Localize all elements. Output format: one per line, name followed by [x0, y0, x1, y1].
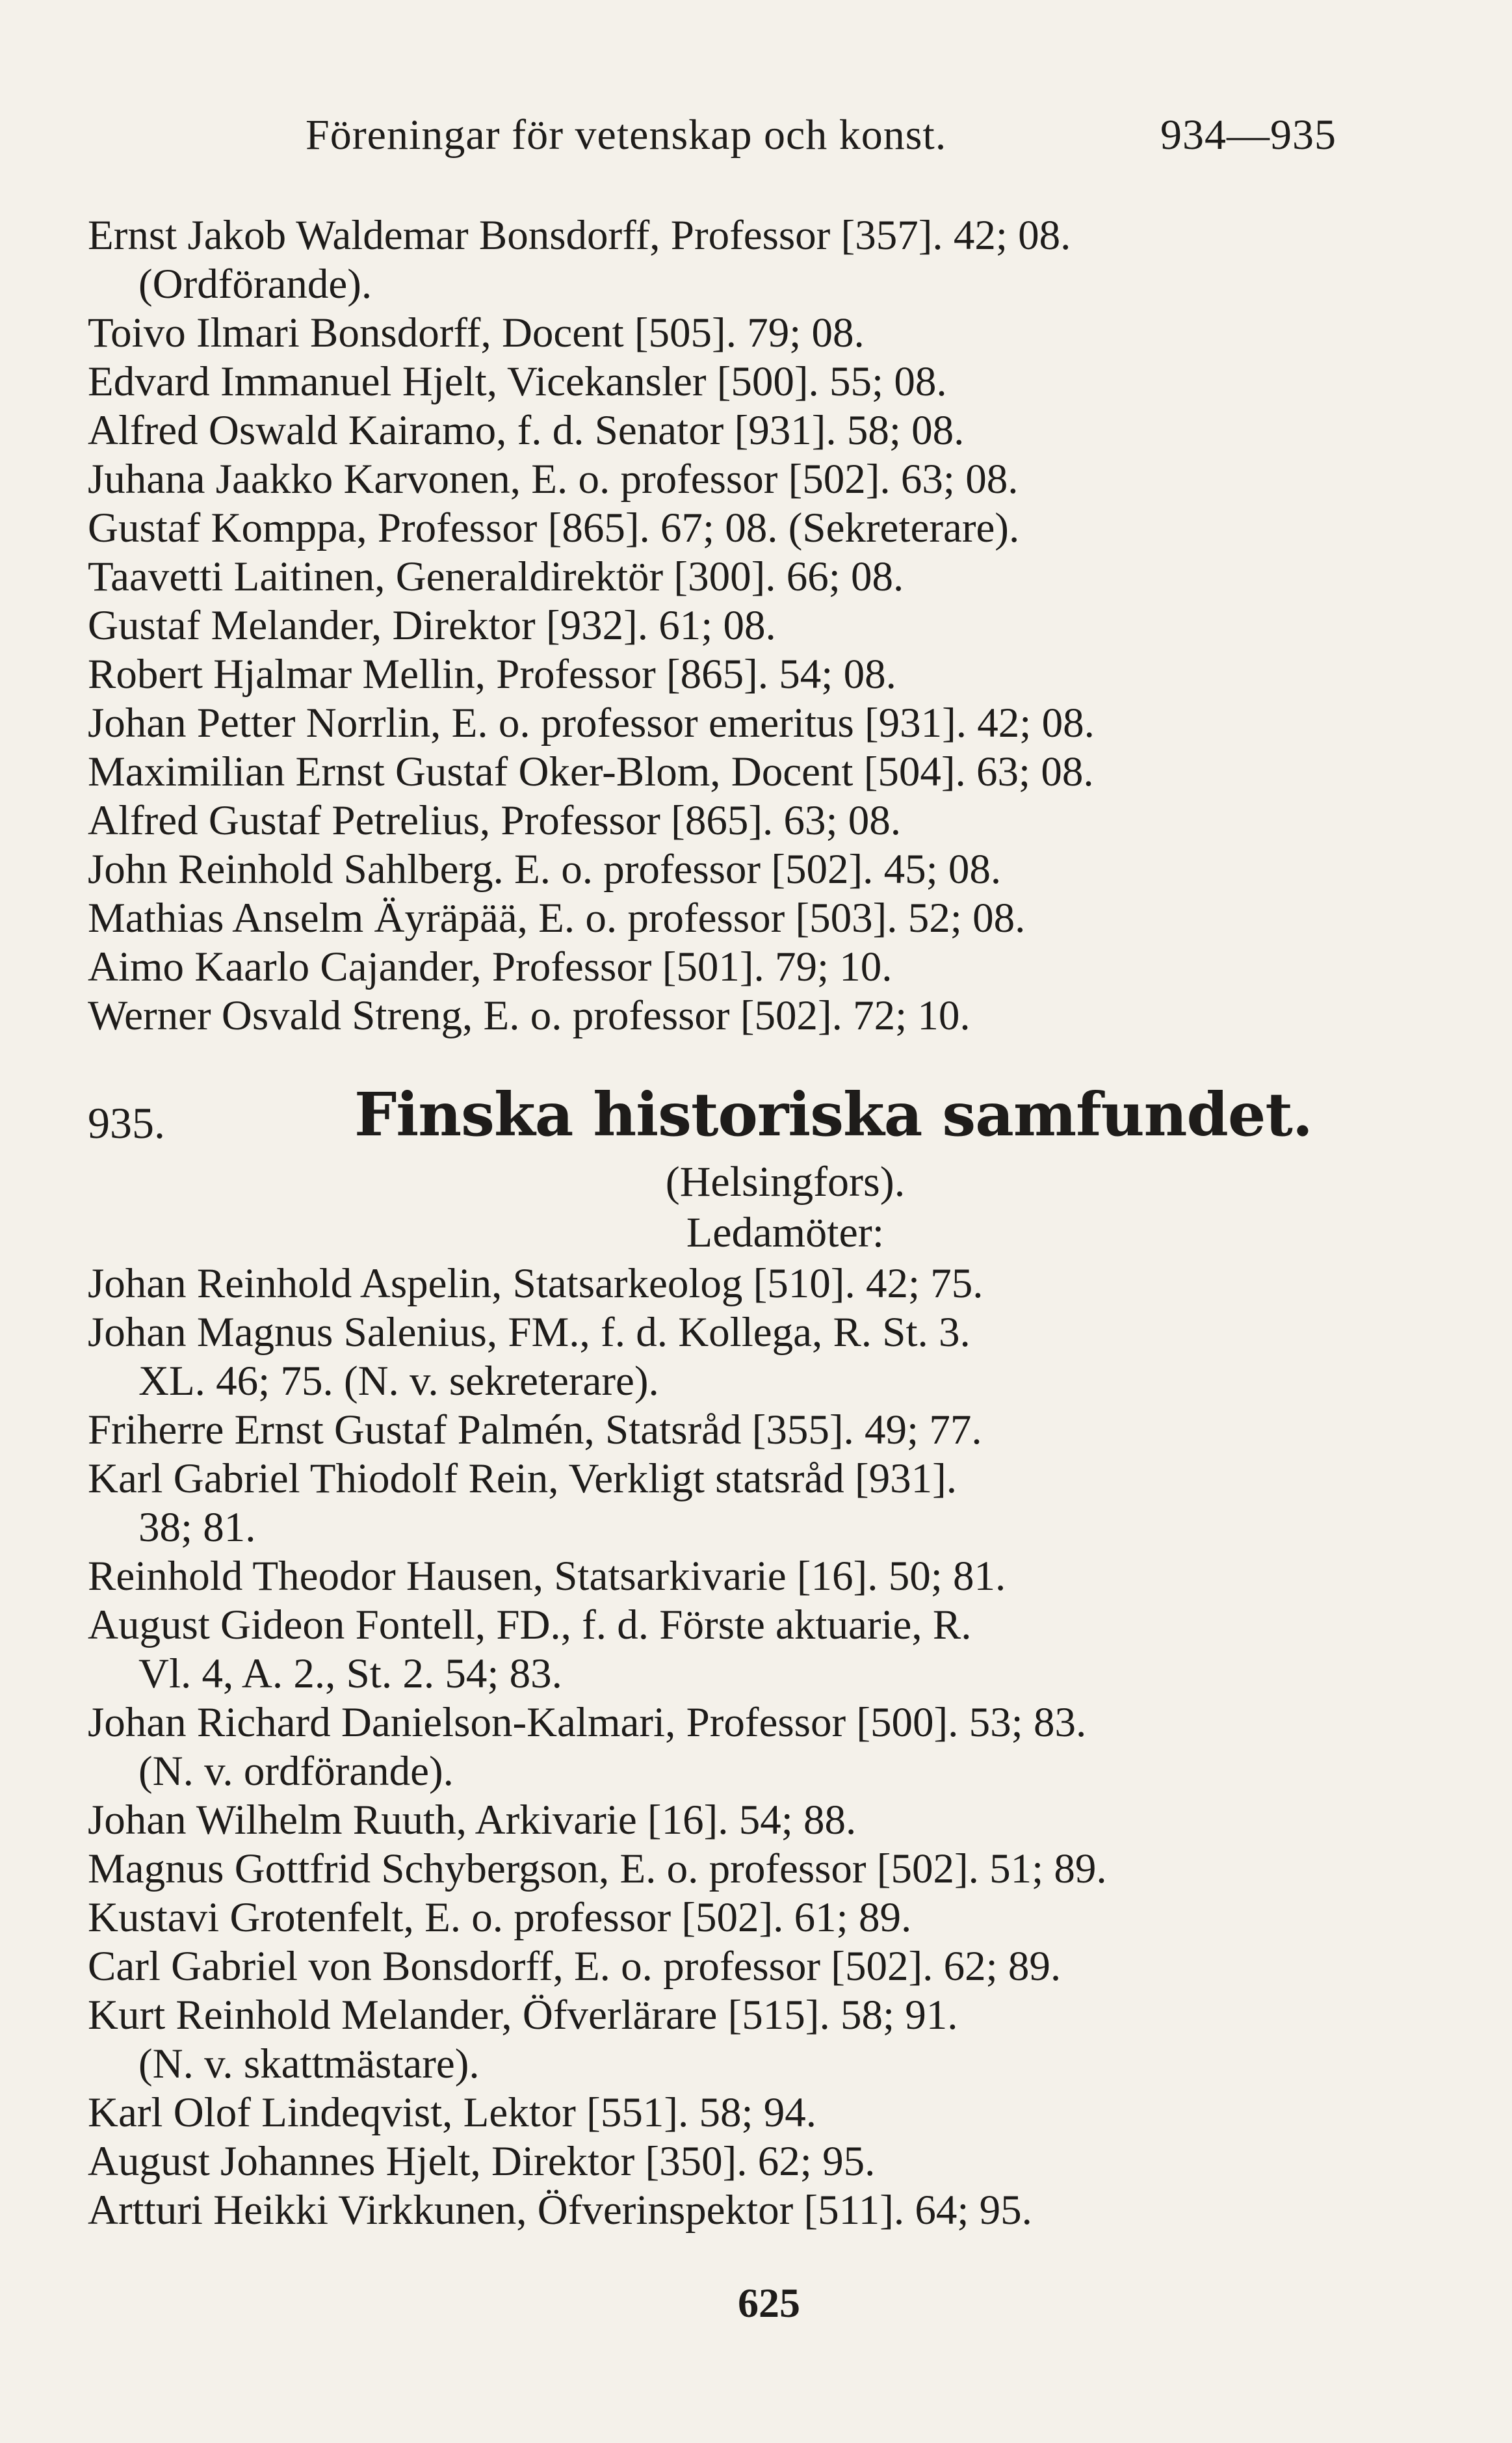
- entry-line: Carl Gabriel von Bonsdorff, E. o. professor [502]. 62; 89.: [88, 1943, 1062, 1990]
- section-subtitle: Ledamöter:: [686, 1209, 885, 1256]
- entry-line: Karl Olof Lindeqvist, Lektor [551]. 58; 94.: [88, 2089, 817, 2136]
- entry-line: August Johannes Hjelt, Direktor [350]. 62; 95.: [88, 2138, 876, 2185]
- member-entry: [88, 1698, 1349, 1796]
- member-entry: [88, 504, 1349, 553]
- member-entry: [88, 992, 1349, 1040]
- entry-continuation: 38; 81.: [138, 1504, 256, 1551]
- entry-line: John Reinhold Sahlberg. E. o. professor [502]. 45; 08.: [88, 846, 1002, 893]
- member-entry: [88, 1308, 1349, 1406]
- member-entry: [88, 1260, 1349, 1308]
- entry-line: Artturi Heikki Virkkunen, Öfverinspektor [511]. 64; 95.: [88, 2187, 1032, 2234]
- member-entry: [88, 650, 1349, 699]
- entry-line: Werner Osvald Streng, E. o. professor [502]. 72; 10.: [88, 992, 971, 1039]
- section-934-member-list: [88, 211, 1349, 1040]
- entry-line: August Gideon Fontell, FD., f. d. Förste aktuarie, R.: [88, 1602, 972, 1648]
- entry-line: Kustavi Grotenfelt, E. o. professor [502]. 61; 89.: [88, 1894, 912, 1941]
- member-entry: [88, 1455, 1349, 1552]
- entry-line: Kurt Reinhold Melander, Öfverlärare [515]. 58; 91.: [88, 1992, 958, 2039]
- entry-line: Robert Hjalmar Mellin, Professor [865]. 54; 08.: [88, 651, 896, 698]
- member-entry: [88, 699, 1349, 748]
- member-entry: [88, 1991, 1349, 2089]
- entry-continuation: (N. v. ordförande).: [138, 1748, 454, 1795]
- member-entry: [88, 211, 1349, 309]
- section-number: 935.: [88, 1098, 165, 1148]
- member-entry: [88, 2137, 1349, 2186]
- member-entry: [88, 1894, 1349, 1942]
- member-entry: [88, 601, 1349, 650]
- member-entry: [88, 894, 1349, 943]
- member-entry: [88, 1601, 1349, 1698]
- entry-line: Gustaf Melander, Direktor [932]. 61; 08.: [88, 602, 776, 649]
- running-head-title: Föreningar för vetenskap och konst.: [306, 111, 947, 159]
- entry-line: Toivo Ilmari Bonsdorff, Docent [505]. 79; 08.: [88, 310, 865, 356]
- entry-line: Johan Magnus Salenius, FM., f. d. Kollega, R. St. 3.: [88, 1309, 971, 1356]
- entry-line: Johan Wilhelm Ruuth, Arkivarie [16]. 54; 88.: [88, 1797, 857, 1843]
- entry-line: Friherre Ernst Gustaf Palmén, Statsråd [355]. 49; 77.: [88, 1406, 982, 1453]
- member-entry: [88, 358, 1349, 406]
- entry-continuation: (Ordförande).: [138, 261, 372, 308]
- member-entry: [88, 748, 1349, 797]
- entry-line: Reinhold Theodor Hausen, Statsarkivarie [16]. 50; 81.: [88, 1553, 1006, 1600]
- entry-line: Alfred Oswald Kairamo, f. d. Senator [931]. 58; 08.: [88, 407, 965, 454]
- entry-continuation: (N. v. skattmästare).: [138, 2040, 480, 2087]
- entry-line: Magnus Gottfrid Schybergson, E. o. professor [502]. 51; 89.: [88, 1845, 1107, 1892]
- member-entry: [88, 797, 1349, 845]
- entry-line: Ernst Jakob Waldemar Bonsdorff, Professor [357]. 42; 08.: [88, 212, 1071, 259]
- member-entry: [88, 406, 1349, 455]
- member-entry: [88, 845, 1349, 894]
- entry-line: Johan Petter Norrlin, E. o. professor emeritus [931]. 42; 08.: [88, 700, 1095, 746]
- entry-line: Taavetti Laitinen, Generaldirektör [300]. 66; 08.: [88, 553, 904, 600]
- entry-line: Aimo Kaarlo Cajander, Professor [501]. 79; 10.: [88, 944, 893, 990]
- entry-line: Alfred Gustaf Petrelius, Professor [865]. 63; 08.: [88, 797, 902, 844]
- member-entry: [88, 2089, 1349, 2137]
- page-number: 625: [738, 2280, 800, 2326]
- member-entry: [88, 2186, 1349, 2235]
- section-location: (Helsingfors).: [665, 1158, 906, 1206]
- member-entry: [88, 1406, 1349, 1455]
- member-entry: [88, 309, 1349, 358]
- entry-line: Maximilian Ernst Gustaf Oker-Blom, Docent [504]. 63; 08.: [88, 748, 1094, 795]
- entry-line: Johan Richard Danielson-Kalmari, Professor [500]. 53; 83.: [88, 1699, 1087, 1746]
- member-entry: [88, 553, 1349, 601]
- entry-continuation: Vl. 4, A. 2., St. 2. 54; 83.: [138, 1650, 562, 1697]
- member-entry: [88, 1845, 1349, 1894]
- entry-line: Johan Reinhold Aspelin, Statsarkeolog [510]. 42; 75.: [88, 1260, 984, 1307]
- member-entry: [88, 455, 1349, 504]
- entry-line: Mathias Anselm Äyräpää, E. o. professor [503]. 52; 08.: [88, 895, 1026, 942]
- entry-line: Gustaf Komppa, Professor [865]. 67; 08. (Sekreterare).: [88, 505, 1020, 551]
- member-entry: [88, 1942, 1349, 1991]
- section-935-heading: [88, 1079, 1349, 1151]
- entry-line: Edvard Immanuel Hjelt, Vicekansler [500]. 55; 08.: [88, 358, 947, 405]
- section-935-member-list: [88, 1260, 1349, 2235]
- section-title: Finska historiska samfundet.: [354, 1079, 1312, 1150]
- running-head-section-range: 934—935: [1160, 111, 1336, 159]
- entry-line: Juhana Jaakko Karvonen, E. o. professor [502]. 63; 08.: [88, 456, 1019, 503]
- member-entry: [88, 943, 1349, 992]
- running-head: [306, 111, 1336, 160]
- member-entry: [88, 1796, 1349, 1845]
- member-entry: [88, 1552, 1349, 1601]
- entry-line: Karl Gabriel Thiodolf Rein, Verkligt statsråd [931].: [88, 1455, 958, 1502]
- entry-continuation: XL. 46; 75. (N. v. sekreterare).: [138, 1358, 659, 1405]
